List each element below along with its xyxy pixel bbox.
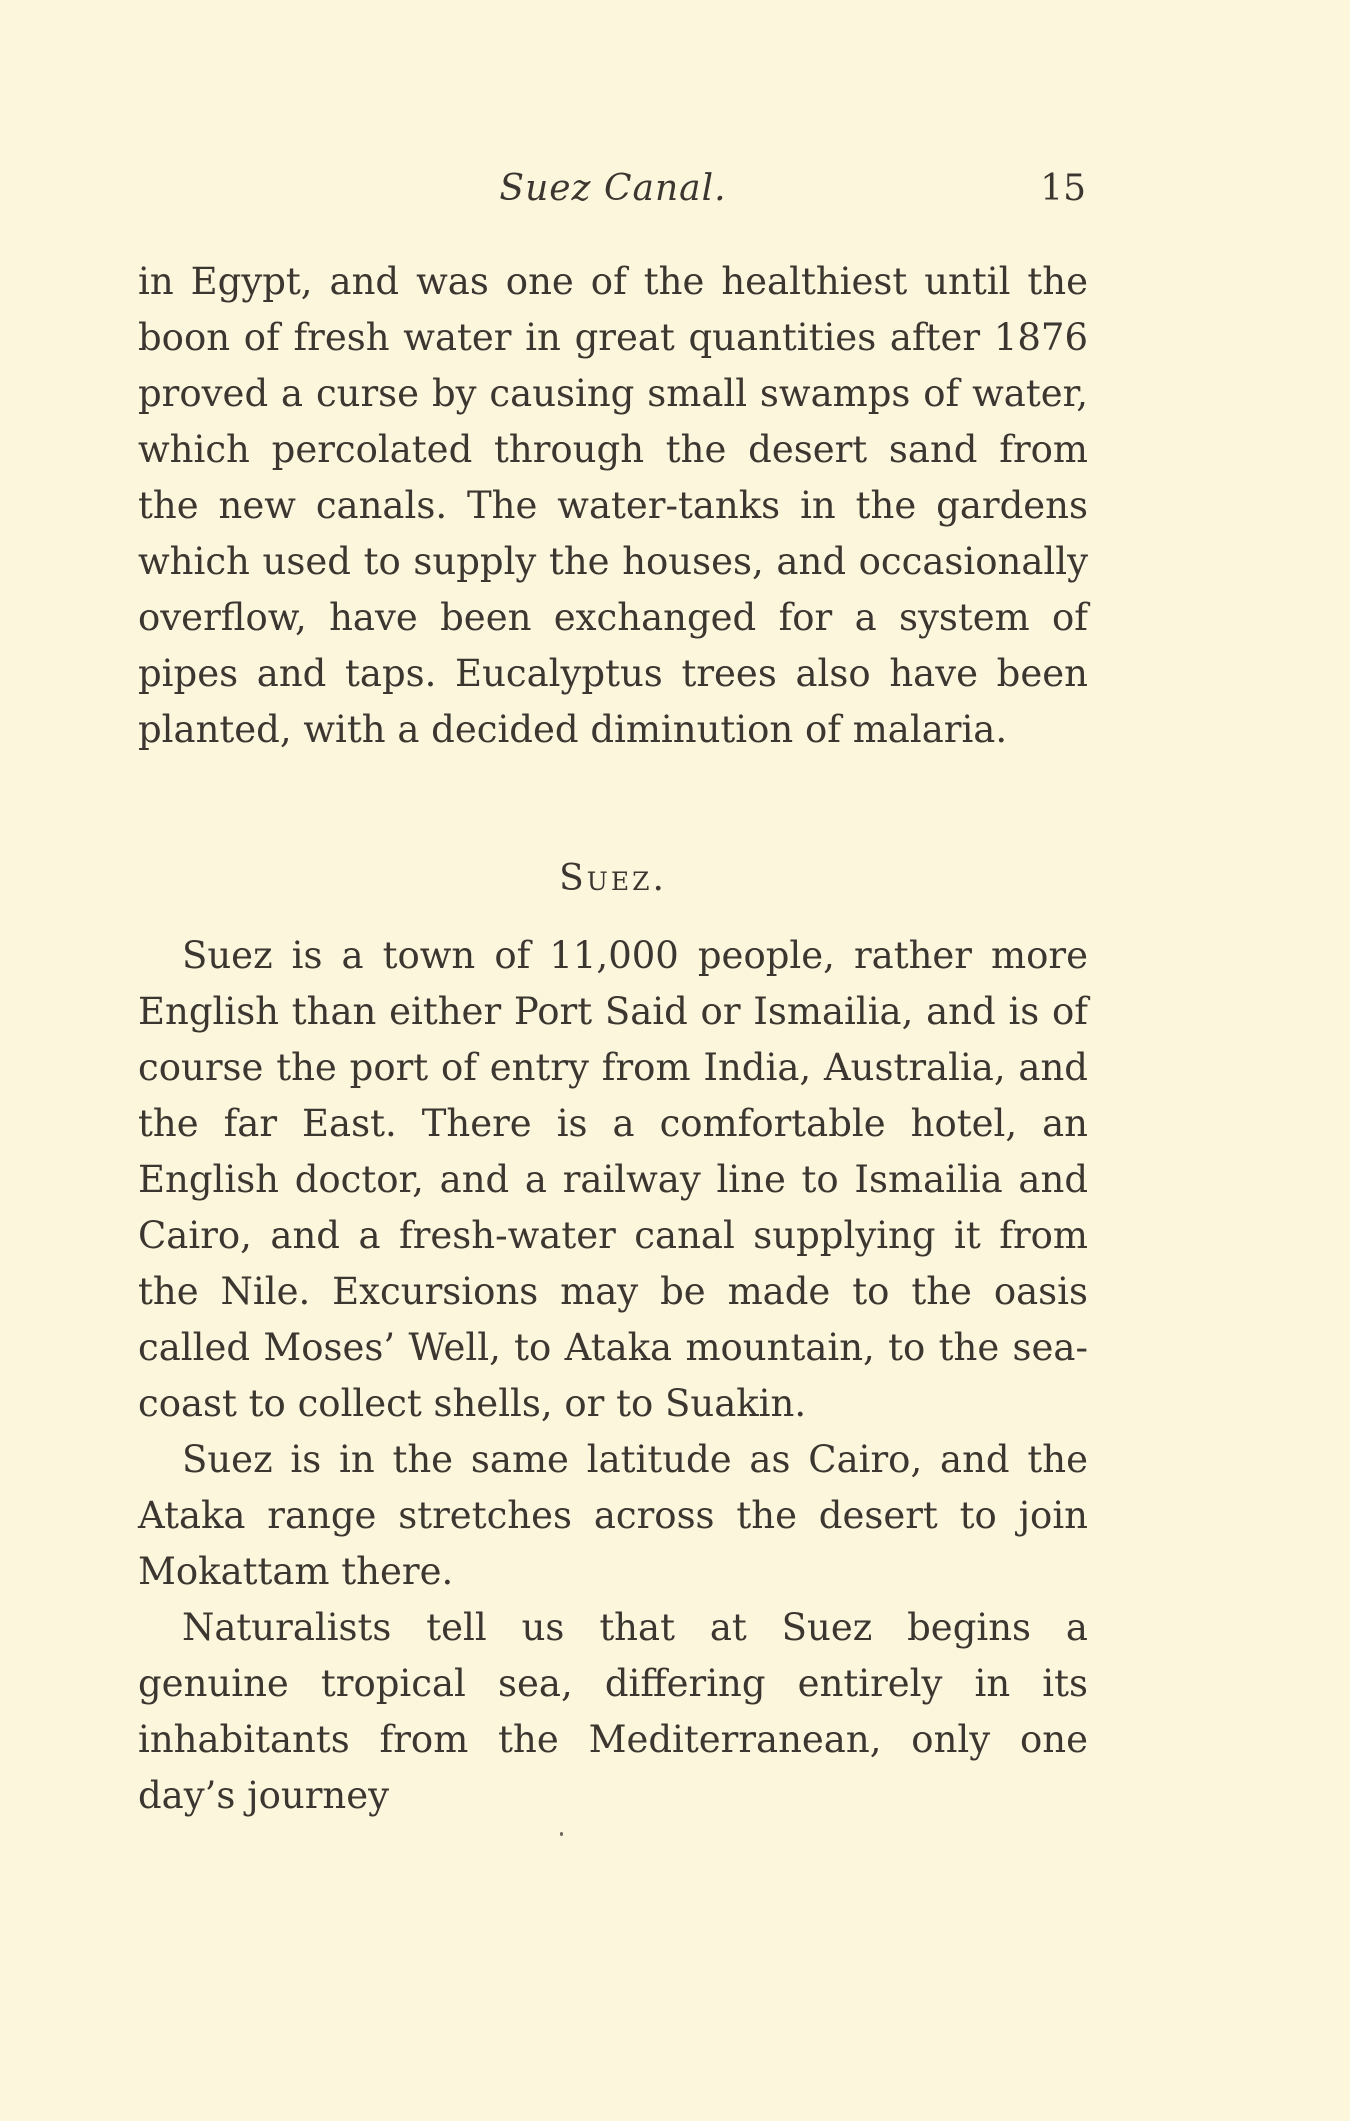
paragraph: Suez is a town of 11,000 people, rather more English than either Port Said or Ismailia, and is of course the port of entry from India, Australia, and the far East. There is a comfortable hotel, an English doctor, and a railway line to Ismailia and Cairo, and a fresh-water canal supplying it from the Nile. Excursions may be made to the oasis called Moses’ Well, to Ataka mountain, to the sea-coast to collect shells, or to Suakin. — [138, 934, 1088, 1425]
page-number: 15 — [1040, 168, 1086, 209]
section-body — [138, 928, 1088, 1824]
section-heading: Suez. — [559, 858, 667, 899]
ink-speck — [560, 1832, 563, 1836]
paragraph: in Egypt, and was one of the healthiest until the boon of fresh water in great quantities after 1876 proved a curse by causing small swamps of water, which percolated through the desert sand from the new canals. The water-tanks in the gardens which used to supply the houses, and occasionally overflow, have been exchanged for a system of pipes and taps. Eucalyptus trees also have been planted, with a decided diminution of malaria. — [138, 260, 1088, 751]
continuation-text — [138, 254, 1088, 758]
paragraph: Naturalists tell us that at Suez begins a genuine tropical sea, differing entirely in its inhabitants from the Mediterranean, only one day’s journey — [138, 1606, 1088, 1817]
running-title: Suez Canal. — [499, 168, 727, 209]
running-head — [138, 168, 1088, 218]
paragraph: Suez is in the same latitude as Cairo, and the Ataka range stretches across the desert to join Mokattam there. — [138, 1438, 1088, 1593]
